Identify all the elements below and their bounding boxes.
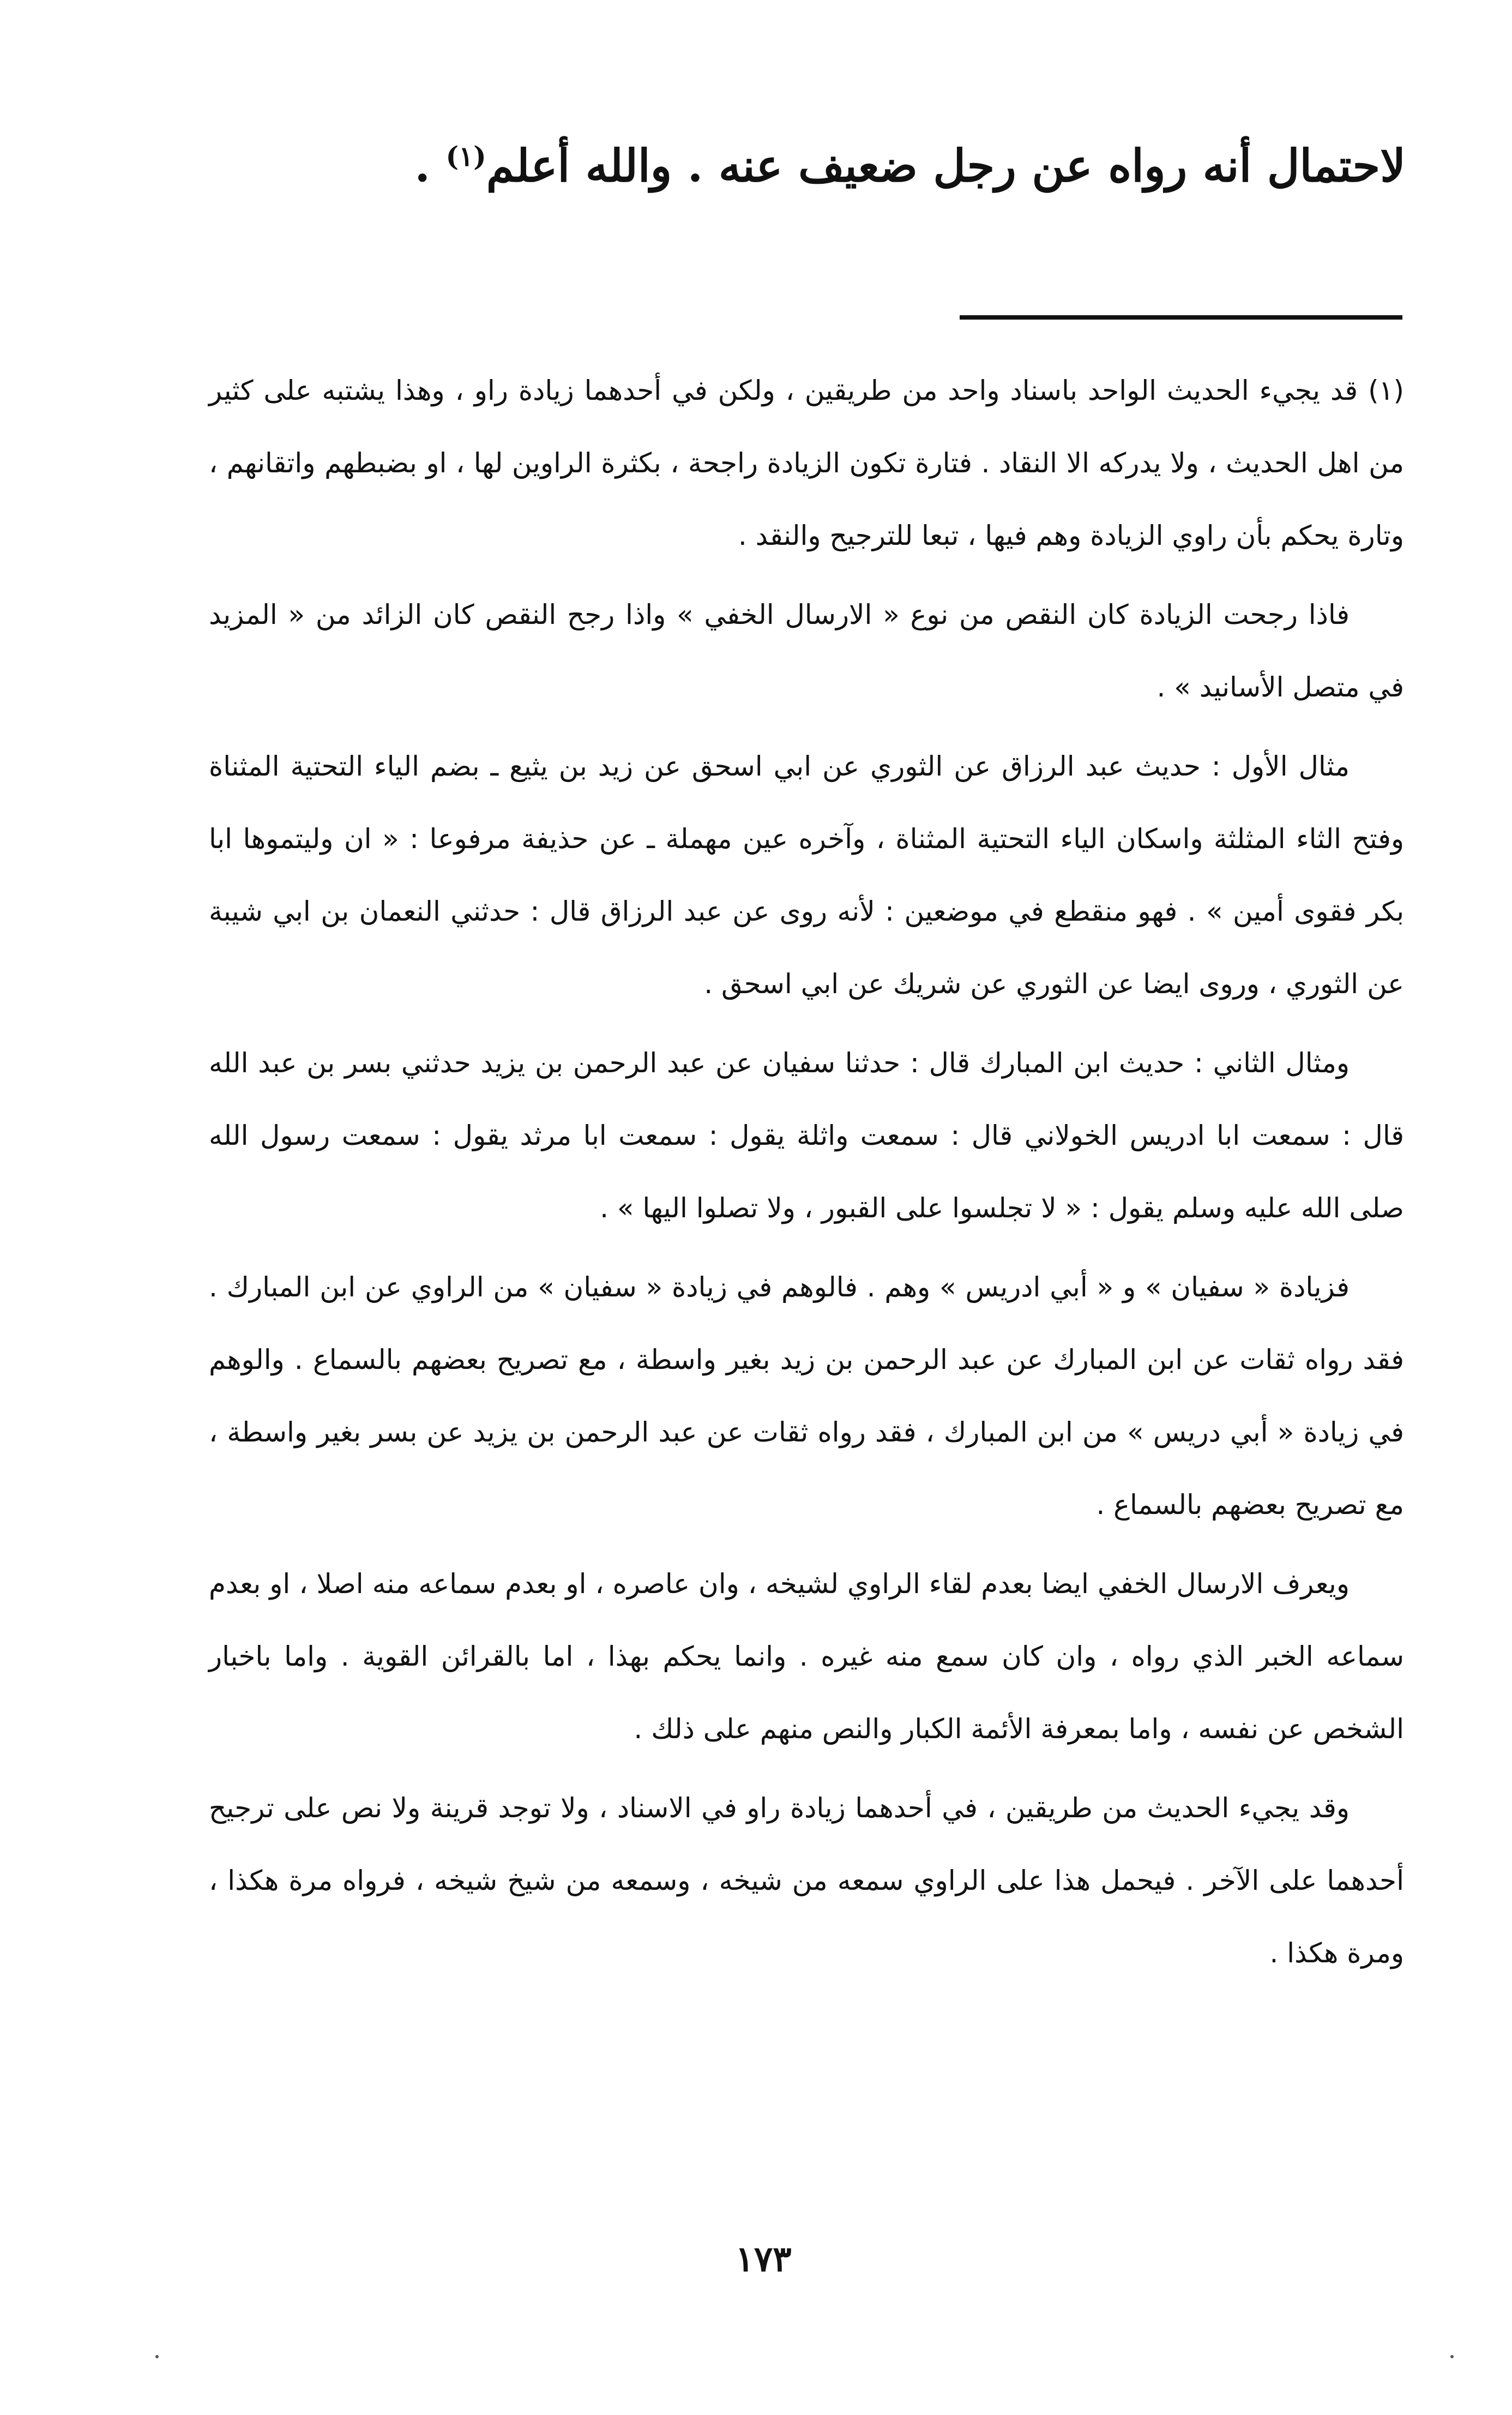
footnote-paragraph: فزيادة « سفيان » و « أبي ادريس » وهم . فالوهم في زيادة « سفيان » من الراوي عن ابن المبارك . فقد رواه ثقات عن ابن المبارك عن عبد الرحمن بن زيد بغير واسطة ، مع تصريح بعضهم بالسماع . والوهم في زيادة « أبي دريس » من ابن المبارك ، فقد رواه ثقات عن عبد الرحمن بن يزيد عن بسر بغير واسطة ، مع تصريح بعضهم بالسماع . [209, 1271, 1404, 1521]
scan-speck [155, 2355, 159, 2358]
footnote-separator [960, 315, 1402, 320]
footnote-paragraph: مثال الأول : حديث عبد الرزاق عن الثوري عن ابي اسحق عن زيد بن يثيع ـ بضم الياء التحتية المثناة وفتح الثاء المثلثة واسكان الياء التحتية المثناة ، وآخره عين مهملة ـ عن حذيفة مرفوعا : « ان وليتموها ابا بكر فقوى أمين » . فهو منقطع في موضعين : لأنه روى عن عبد الرزاق قال : حدثني النعمان بن ابي شيبة عن الثوري ، وروى ايضا عن الثوري عن شريك عن ابي اسحق . [209, 750, 1404, 1000]
footnote-marker: (١) [445, 140, 486, 172]
footnote-paragraph: وقد يجيء الحديث من طريقين ، في أحدهما زيادة راو في الاسناد ، ولا توجد قرينة ولا نص على ترجيح أحدهما على الآخر . فيحمل هذا على الراوي سمعه من شيخه ، وسمعه من شيخ شيخه ، فرواه مرة هكذا ، ومرة هكذا . [209, 1792, 1404, 1969]
footnote-paragraph: ومثال الثاني : حديث ابن المبارك قال : حدثنا سفيان عن عبد الرحمن بن يزيد حدثني بسر بن عبد الله قال : سمعت ابا ادريس الخولاني قال : سمعت واثلة يقول : سمعت ابا مرثد يقول : سمعت رسول الله صلى الله عليه وسلم يقول : « لا تجلسوا على القبور ، ولا تصلوا اليها » . [209, 1047, 1404, 1224]
footnote-paragraph: (١) قد يجيء الحديث الواحد باسناد واحد من طريقين ، ولكن في أحدهما زيادة راو ، وهذا يشتبه على كثير من اهل الحديث ، ولا يدركه الا النقاد . فتارة تكون الزيادة راجحة ، بكثرة الراوين لها ، او بضبطهم واتقانهم ، وتارة يحكم بأن راوي الزيادة وهم فيها ، تبعا للترجيح والنقد . [209, 375, 1404, 551]
scan-speck [1450, 2355, 1454, 2358]
main-text-end-dot: . [414, 140, 430, 193]
footnote-paragraph: فاذا رجحت الزيادة كان النقص من نوع « الارسال الخفي » واذا رجح النقص كان الزائد من « المزيد في متصل الأسانيد » . [209, 599, 1404, 703]
page-number: ١٧٣ [735, 2239, 792, 2280]
footnote-section [209, 355, 1404, 1996]
main-text-line [152, 127, 1406, 196]
main-text: لاحتمال أنه رواه عن رجل ضعيف عنه . والله أعلم [486, 140, 1406, 193]
footnote-paragraph: ويعرف الارسال الخفي ايضا بعدم لقاء الراوي لشيخه ، وان عاصره ، او بعدم سماعه منه اصلا ، او بعدم سماعه الخبر الذي رواه ، وان كان سمع منه غيره . وانما يحكم بهذا ، اما بالقرائن القوية . واما باخبار الشخص عن نفسه ، واما بمعرفة الأئمة الكبار والنص منهم على ذلك . [209, 1568, 1404, 1745]
